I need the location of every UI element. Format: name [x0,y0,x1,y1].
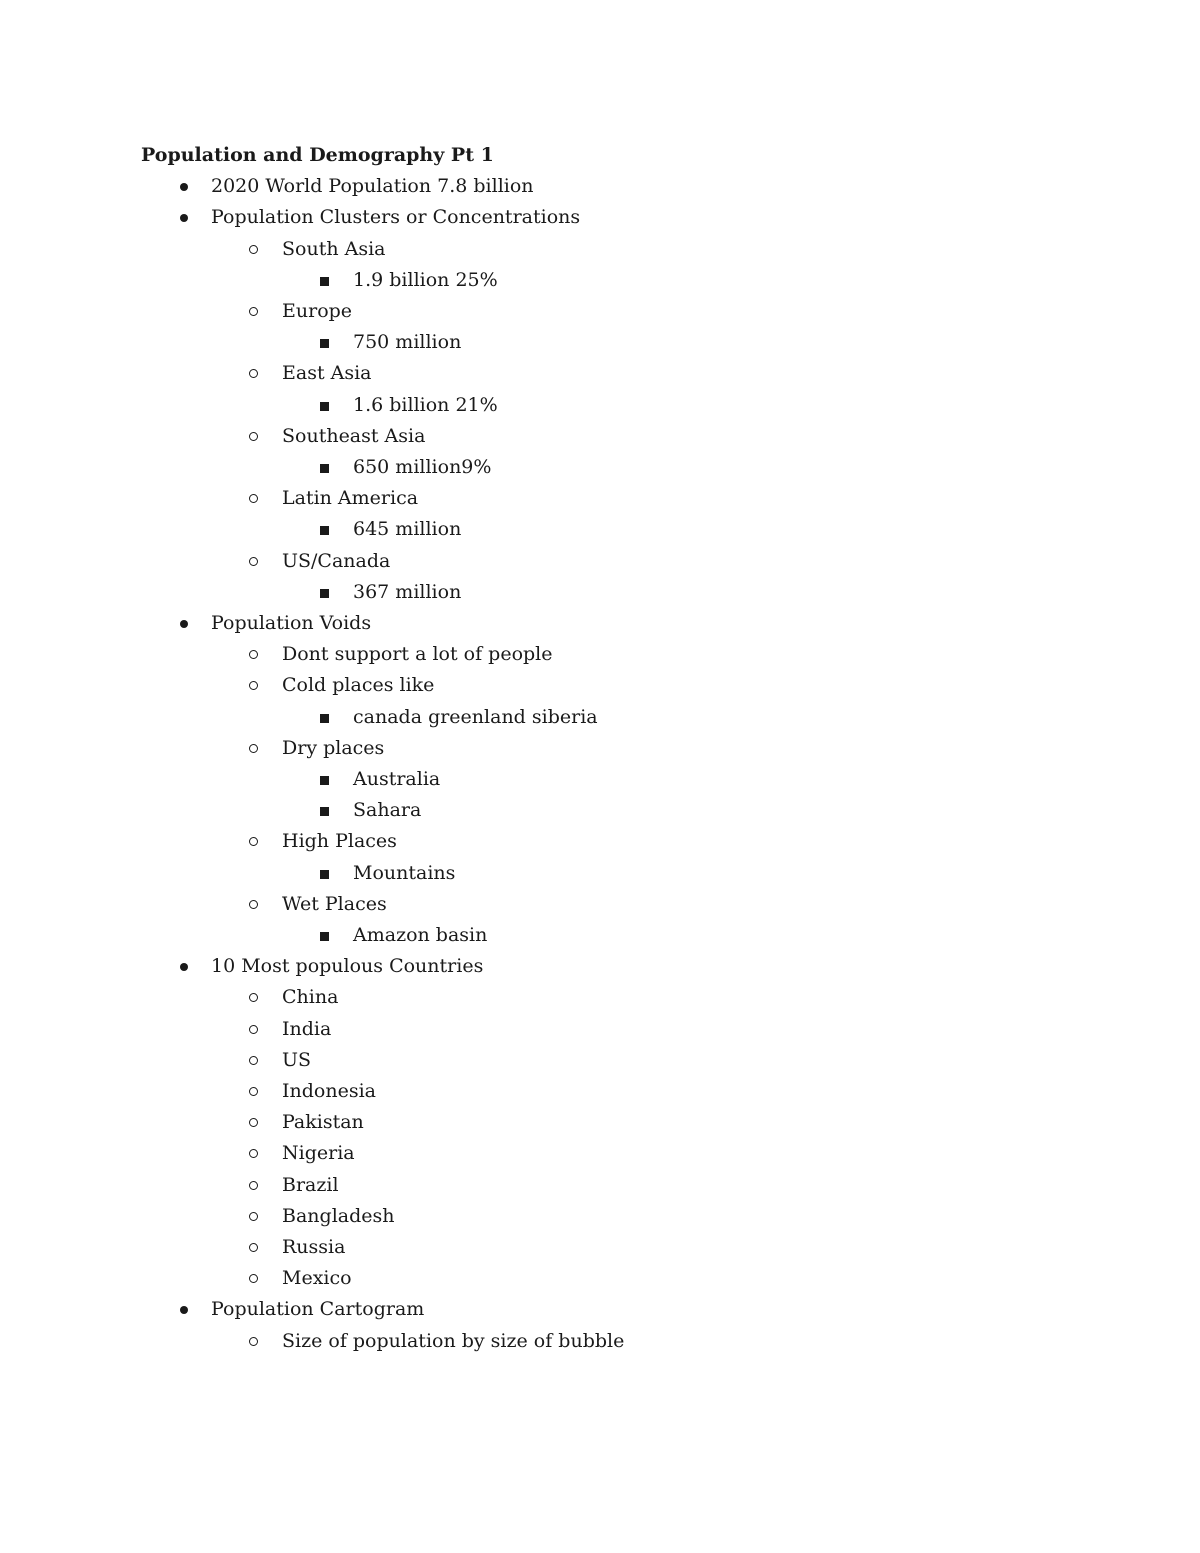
list-item-text: 750 million [353,331,462,354]
list-item-text: China [282,986,339,1009]
bullet-circle-icon [249,889,269,920]
bullet-circle-icon [249,1263,269,1294]
list-item-text: 650 million9% [353,456,492,478]
list-item-text: East Asia [282,362,372,385]
bullet-disc-icon [180,202,200,233]
bullet-disc-icon [180,951,200,982]
bullet-circle-icon [249,670,269,701]
bullet-circle-icon [249,1138,269,1169]
list-item-text: High Places [282,830,397,853]
list-item-text: Europe [282,300,353,322]
list-item-text: 1.6 billion 21% [353,393,498,416]
list-item-text: Mountains [353,861,456,884]
bullet-circle-icon [249,639,269,670]
list-item-text: Wet Places [282,892,387,915]
list-item-text: Cold places like [282,674,435,697]
bullet-circle-icon [249,1014,269,1045]
bullet-circle-icon [249,358,269,389]
bullet-square-icon [320,920,340,951]
list-item-text: Pakistan [282,1111,364,1134]
bullet-square-icon [320,764,340,795]
list-item-text: Amazon basin [353,924,488,946]
list-item-text: Dont support a lot of people [282,643,553,666]
bullet-circle-icon [249,1201,269,1232]
list-item-text: 1.9 billion 25% [353,268,498,291]
list-item-text: Latin America [282,487,419,510]
bullet-circle-icon [249,546,269,577]
bullet-circle-icon [249,826,269,857]
bullet-disc-icon [180,1294,200,1325]
list-item-text: Population Cartogram [211,1298,425,1321]
bullet-circle-icon [249,234,269,265]
list-item-text: Dry places [282,736,385,759]
bullet-circle-icon [249,1076,269,1107]
bullet-circle-icon [249,733,269,764]
bullet-disc-icon [180,608,200,639]
bullet-circle-icon [249,1326,269,1357]
list-item-text: Mexico [282,1267,352,1290]
bullet-circle-icon [249,1232,269,1263]
bullet-circle-icon [249,1107,269,1138]
list-item-text: 645 million [353,518,462,541]
list-item-text: India [282,1017,332,1040]
list-item-text: Population Voids [211,612,372,634]
bullet-circle-icon [249,421,269,452]
list-item-text: Sahara [353,799,422,822]
bullet-circle-icon [249,296,269,327]
bullet-square-icon [320,452,340,483]
list-item-text: Population Clusters or Concentrations [211,206,581,229]
document-title: Population and Demography Pt 1 [141,144,494,166]
list-item-text: 2020 World Population 7.8 billion [211,175,534,198]
list-item-text: Southeast Asia [282,424,426,447]
bullet-circle-icon [249,1170,269,1201]
bullet-square-icon [320,577,340,608]
bullet-circle-icon [249,483,269,514]
bullet-square-icon [320,265,340,296]
list-item-text: US [282,1048,312,1071]
bullet-square-icon [320,327,340,358]
bullet-square-icon [320,390,340,421]
list-item-text: Nigeria [282,1142,355,1165]
list-item-text: Bangladesh [282,1204,395,1227]
list-item-text: Brazil [282,1173,339,1196]
list-item-text: South Asia [282,237,386,260]
bullet-circle-icon [249,982,269,1013]
list-item-text: Size of population by size of bubble [282,1329,625,1352]
list-item-text: canada greenland siberia [353,705,598,728]
bullet-square-icon [320,702,340,733]
bullet-square-icon [320,858,340,889]
bullet-square-icon [320,795,340,826]
bullet-circle-icon [249,1045,269,1076]
list-item-text: Indonesia [282,1080,376,1102]
bullet-disc-icon [180,171,200,202]
bullet-square-icon [320,514,340,545]
list-item-text: US/Canada [282,549,391,572]
list-item-text: Australia [353,768,441,790]
list-item-text: Russia [282,1236,346,1258]
list-item-text: 367 million [353,580,462,603]
list-item-text: 10 Most populous Countries [211,955,484,978]
